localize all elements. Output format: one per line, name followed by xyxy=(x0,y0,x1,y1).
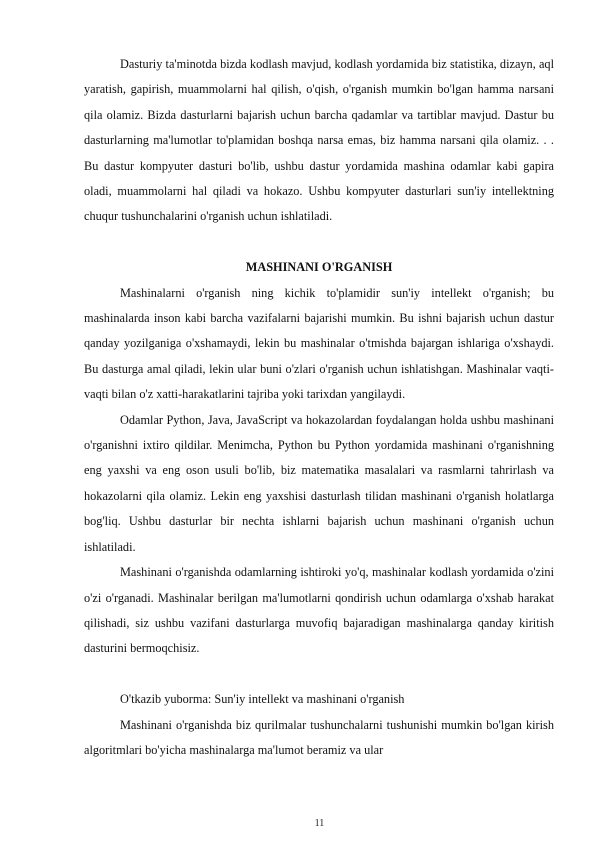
paragraph-intro: Dasturiy ta'minotda bizda kodlash mavjud, kodlash yordamida biz statistika, dizayn, aql yaratish, gapirish, muammolarni hal qilish, o'qish, o'rganish mumkin bo'lgan hamma narsani qila olamiz. Bizda dasturlarni bajarish uchun barcha qadamlar va tartiblar mavjud. Dastur bu dasturlarning ma'lumotlar to'plamidan boshqa narsa emas, biz hamma narsani qila olamiz. . . Bu dastur kompyuter dasturi bo'lib, ushbu dastur yordamida mashina odamlar kabi gapira oladi, muammolarni hal qiladi va hokazo. Ushbu kompyuter dasturlari sun'iy intellektning chuqur tushunchalarini o'rganish uchun ishlatiladi. xyxy=(84,57,554,224)
paragraph-languages: Odamlar Python, Java, JavaScript va hokazolardan foydalangan holda ushbu mashinani o'rganishni ixtiro qildilar. Menimcha, Python bu Python yordamida mashinani o'rganishning eng yaxshi va eng oson usuli bo'lib, biz matematika masalalari va rasmlarni tahrirlash va hokazolarni qila olamiz. Lekin eng yaxshisi dasturlash tilidan mashinani o'rganish holatlarga bog'liq. Ushbu dasturlar bir nechta ishlarni bajarish uchun mashinani o'rganish uchun ishlatiladi. xyxy=(84,412,554,554)
page-number: 11 xyxy=(314,818,325,829)
paragraph-see-also: O'tkazib yuborma: Sun'iy intellekt va mashinani o'rganish xyxy=(120,692,405,707)
blank-line xyxy=(84,662,554,687)
paragraph-self-learning: Mashinani o'rganishda odamlarning ishtiroki yo'q, mashinalar kodlash yordamida o'zini o'zi o'rganadi. Mashinalar berilgan ma'lumotlarni qondirish uchun odamlarga o'xshab harakat qilishadi, siz ushbu vazifani dasturlarga muvofiq bajaradigan mashinalarga qanday kiritish dasturini bermoqchisiz. xyxy=(84,565,554,656)
blank-line xyxy=(84,230,554,255)
document-page xyxy=(84,52,554,763)
paragraph-ml-definition: Mashinalarni o'rganish ning kichik to'plamidir sun'iy intellekt o'rganish; bu mashinalarda inson kabi barcha vazifalarni bajarishi mumkin. Bu ishni bajarish uchun dastur qanday yozilganiga o'xshamaydi, lekin bu mashinalar o'tmishda bajargan ishlariga o'xshaydi. Bu dasturga amal qiladi, lekin ular buni o'zlari o'rganish uchun ishlatishgan. Mashinalar vaqti-vaqti bilan o'z xatti-harakatlarini tajriba yoki tarixdan yangilaydi. xyxy=(84,285,554,402)
section-heading: MASHINANI O'RGANISH xyxy=(245,260,393,275)
paragraph-algorithms: Mashinani o'rganishda biz qurilmalar tushunchalarni tushunishi mumkin bo'lgan kirish algoritmlari bo'yicha mashinalarga ma'lumot beramiz va ular xyxy=(84,717,554,757)
